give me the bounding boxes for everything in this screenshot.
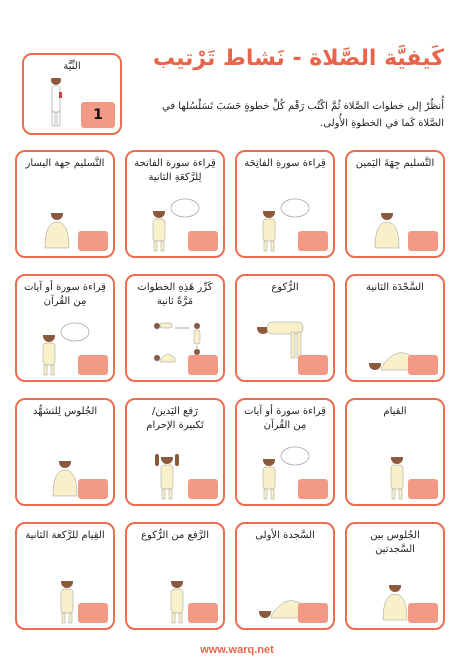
step-card-label: القيام	[383, 406, 407, 417]
step-number-box[interactable]	[188, 355, 218, 375]
step-card	[345, 398, 445, 506]
step-number-box[interactable]	[298, 355, 328, 375]
page-title: كَيفيَّة الصَّلاة - نَشاط تَرْتيب	[152, 46, 444, 71]
step-card	[15, 150, 115, 258]
step-card	[125, 274, 225, 382]
step-number-box[interactable]	[78, 479, 108, 499]
step-card-label: قِراءة سورة أو آيات مِن القُرآن	[244, 406, 326, 431]
step-card-label: السَّجْدَة الثانية	[366, 282, 424, 293]
step-card-label: الرُّكوع	[271, 282, 299, 293]
step-card	[235, 522, 335, 630]
step-card	[15, 522, 115, 630]
instructions: أُنظُرْ إلى خطوات الصَّلاة ثُمَّ اكْتُب رَقْم كُلِّ خطوةٍ حَسَبَ تَسَلْسُلها في الصَّلاة كَما في الخطوةِ الأُولى.	[162, 101, 444, 129]
step-card	[235, 398, 335, 506]
step-card-label: قِراءة سورة أو آيات مِن القُرآن	[24, 282, 106, 307]
intro-card	[22, 53, 122, 135]
step-number-box[interactable]	[298, 603, 328, 623]
step-card-label: القِيام للرَّكعة الثانية	[25, 530, 105, 541]
step-number: 1	[93, 107, 103, 123]
step-card	[345, 274, 445, 382]
step-card	[15, 398, 115, 506]
step-number-box[interactable]	[188, 231, 218, 251]
step-number-box[interactable]	[188, 479, 218, 499]
step-card	[125, 398, 225, 506]
step-card-label: التَّسليم جِهَةَ اليَمين	[355, 158, 435, 169]
step-card	[235, 150, 335, 258]
step-card-label: كَرِّر هَذِهِ الخطوات مَرَّةً ثانية	[137, 282, 213, 307]
intro-card-label: النِّيَّة	[63, 61, 81, 72]
step-card	[345, 150, 445, 258]
step-number-box[interactable]	[78, 603, 108, 623]
step-number-box[interactable]	[298, 479, 328, 499]
step-number-box[interactable]	[408, 231, 438, 251]
step-card-label: الجُلوس لِلتشهُّد	[32, 406, 98, 417]
step-card	[235, 274, 335, 382]
step-card-label: الجُلوس بين السَّجدتين	[370, 530, 420, 555]
step-card-label: السَّجدة الأولى	[255, 530, 315, 541]
step-number-box[interactable]	[188, 603, 218, 623]
step-card	[15, 274, 115, 382]
step-card-label: الرَّفع من الرُّكوع	[140, 530, 209, 541]
step-card	[125, 522, 225, 630]
step-number-box[interactable]	[408, 355, 438, 375]
step-number-box[interactable]	[408, 603, 438, 623]
step-card-label: التَّسليم جهة اليسار	[25, 158, 105, 169]
step-number-box[interactable]	[298, 231, 328, 251]
step-card-label: رَفع اليَدين/ تَكبيرة الإحرام	[146, 406, 204, 431]
step-number-box[interactable]	[78, 231, 108, 251]
step-card	[125, 150, 225, 258]
step-card	[345, 522, 445, 630]
step-card-label: قِراءة سورةِ الفاتِحَة	[244, 158, 326, 169]
step-number-box[interactable]	[408, 479, 438, 499]
step-number-box[interactable]	[78, 355, 108, 375]
step-card-label: قِراءة سورة الفاتحة لِلرَّكعَةِ الثانية	[134, 158, 216, 183]
footer-url[interactable]: www.warq.net	[200, 644, 274, 656]
step-number-box[interactable]	[81, 102, 115, 128]
